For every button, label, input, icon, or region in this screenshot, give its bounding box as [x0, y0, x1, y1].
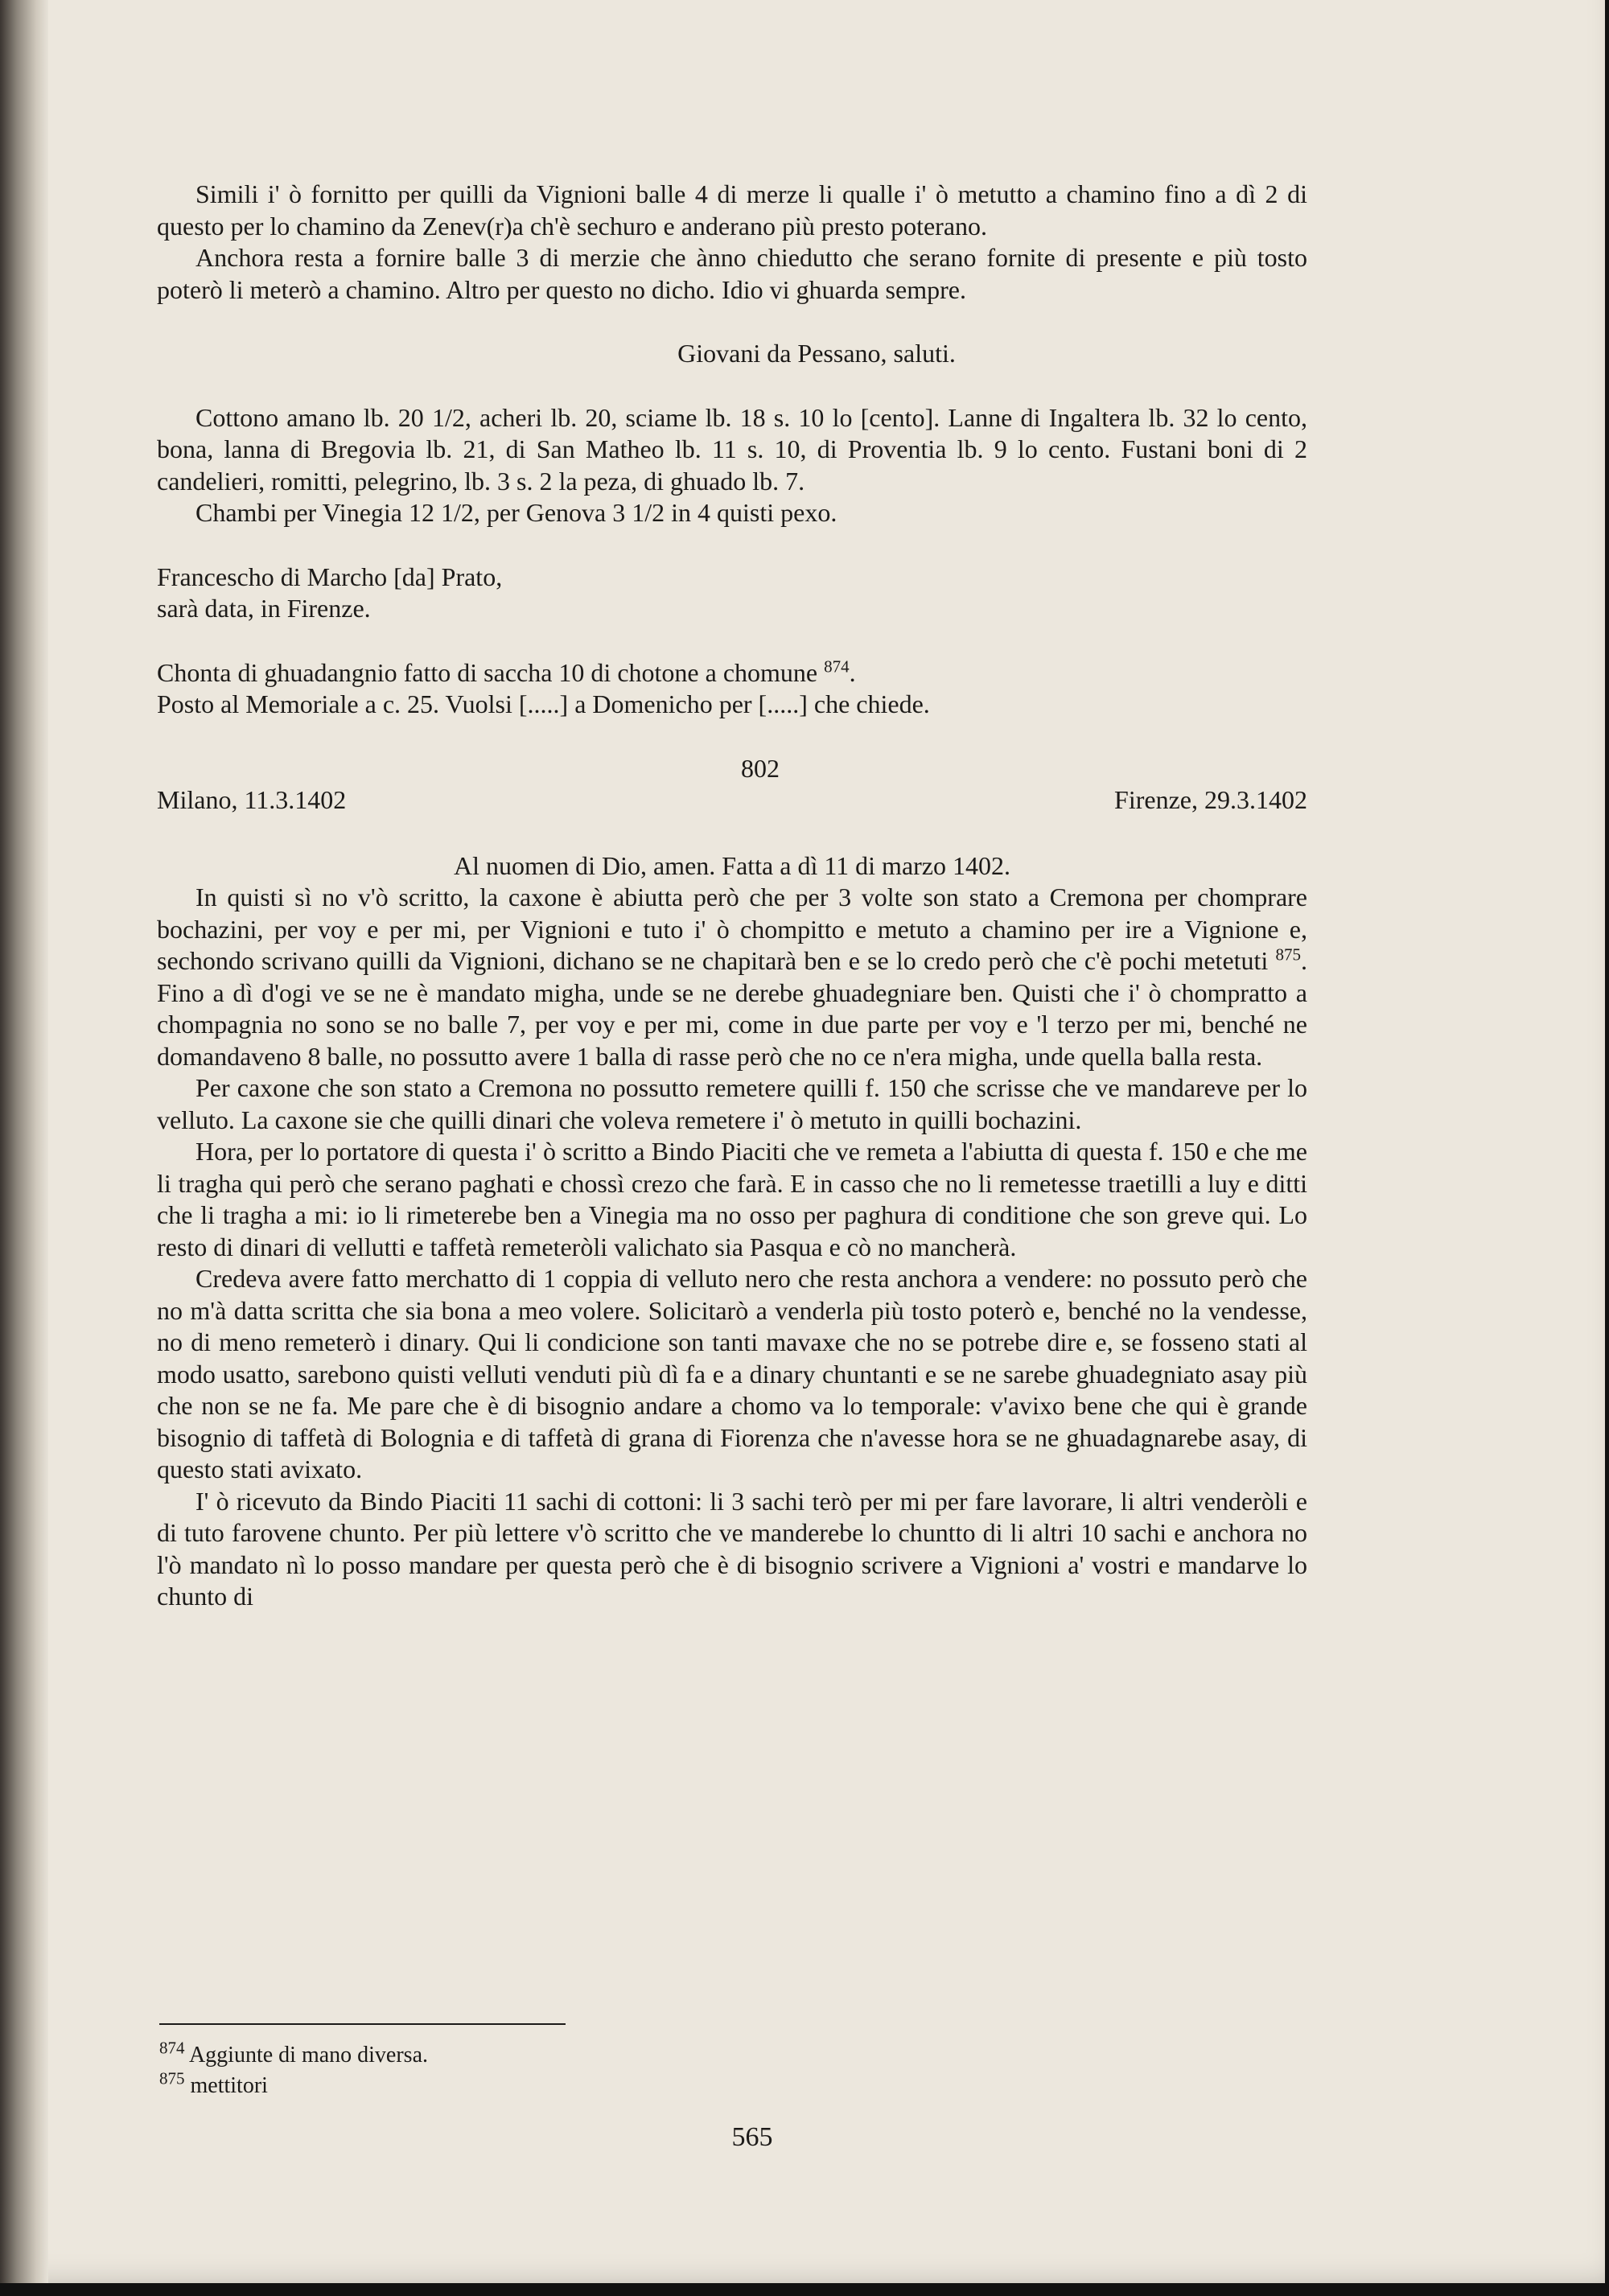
archival-note-1-text: Chonta di ghuadangnio fatto di saccha 10 di chotone a chomune: [157, 657, 825, 687]
archival-note-1: [157, 657, 1307, 689]
letter-paragraph-1-a: In quisti sì no v'ò scritto, la caxone è abiutta però che per 3 volte son stato a Cremona per chomprare bochazini, per voy e per mi, per Vignioni e tuto i' ò chompitto e metuto a chamino per ire a Vignione e, sechondo scrivano quilli da Vignioni, dichano se ne chapitarà ben e se lo credo però che c'è pochi metetuti: [157, 883, 1307, 975]
letter-origin: Milano, 11.3.1402: [157, 785, 347, 814]
address-line-1: Francescho di Marcho [da] Prato,: [157, 562, 503, 591]
page-number: 565: [731, 2122, 773, 2152]
letter-paragraph-3: Hora, per lo portatore di questa i' ò scritto a Bindo Piaciti che ve remeta a l'abiutta di questa f. 150 e che me li tragha qui però che serano paghati e chossì crezo che farà. E in casso che no li remetesse traetilli a luy e ditti che li tragha a mi: io li rimeterebe ben a Vinegia ma no osso per paghura di conditione che son greve qui. Lo resto di dinari di vellutti e taffetà remeteròli valichato sia Pasqua e cò no mancherà.: [157, 1137, 1307, 1261]
letter-destination: Firenze, 29.3.1402: [1114, 785, 1307, 814]
footnotes: [159, 2040, 883, 2101]
paragraph-exchange-rates: Chambi per Vinegia 12 1/2, per Genova 3 1/2 in 4 quisti pexo.: [195, 498, 837, 527]
paragraph-prices: Cottono amano lb. 20 1/2, acheri lb. 20, sciame lb. 18 s. 10 lo [cento]. Lanne di Ingaltera lb. 32 lo cento, bona, lanna di Bregovia lb. 21, di San Matheo lb. 11 s. 10, di Proventia lb. 9 lo cento. Fustani boni di 2 candelieri, romitti, pelegrino, lb. 3 s. 2 la peza, di ghuado lb. 7.: [157, 402, 1307, 496]
main-text: [157, 179, 1307, 1613]
footnote-874: [159, 2040, 883, 2071]
letter-paragraph-5: I' ò ricevuto da Bindo Piaciti 11 sachi di cottoni: li 3 sachi terò per mi per fare lavorare, li altri venderòli e di tuto farovene chunto. Per più lettere v'ò scritto che ve manderebe lo chuntto di li altri 10 sachi e anchora no l'ò mandato nì lo posso mandare per questa però che è di bisognio scrivere a Vignioni a' vostri e mandarve lo chunto di: [157, 1486, 1307, 1611]
footnote-text: mettitori: [184, 2073, 268, 2098]
letter-paragraph-2: Per caxone che son stato a Cremona no possutto remetere quilli f. 150 che scrisse che ve mandareve per lo velluto. La caxone sie che quilli dinari che voleva remetere i' ò metuto in quilli bochazini.: [157, 1073, 1307, 1134]
letter-paragraph-1: [157, 882, 1307, 1072]
paragraph-merchandise-shipped: Simili i' ò fornitto per quilli da Vignioni balle 4 di merze li qualle i' ò metutto a chamino fino a dì 2 di questo per lo chamino da Zenev(r)a ch'è sechuro e anderano più presto poterano.: [157, 179, 1307, 241]
footnote-ref-874: 874: [824, 656, 850, 676]
letter-paragraph-4: Credeva avere fatto merchatto di 1 coppia di velluto nero che resta anchora a vendere: no possuto però che no m'à datta scritta che sia bona a meo volere. Solicitarò a venderla più tosto poterò e, benché no la vendesse, no di meno remeterò i dinary. Qui li condicione son tanti mavaxe che no se potrebe dire e, se fosseno stati al modo usatto, sarebono quisti velluti venduti più dì fa e a dinary chuntanti e se ne sarebe ghuadegniato asay più che non se ne fa. Me pare che è di bisognio andare a chomo va lo temporale: v'avixo bene che qui è grande bisognio di taffetà di Bolognia e di taffetà di grana di Fiorenza che n'avesse hora se ne ghuadagnarebe asay, di questo stati avixato.: [157, 1264, 1307, 1483]
address-line-2: sarà data, in Firenze.: [157, 594, 371, 623]
letter-paragraph-1-b: . Fino a dì d'ogi ve se ne è mandato migha, unde se ne derebe ghuadegniare ben. Quisti che i' ò chompratto a chompagnia no sono se no balle 7, per voy e per mi, come in due parte per voy e 'l terzo per mi, benché ne domandaveno 8 balle, no possutto avere 1 balla di rasse però che no ce n'era migha, unde quella balla resta.: [157, 946, 1307, 1071]
footnote-number: 874: [159, 2038, 185, 2058]
letter-dateline: [157, 784, 1307, 817]
letter-signature: Giovani da Pessano, saluti.: [677, 339, 956, 368]
letter-opening: Al nuomen di Dio, amen. Fatta a dì 11 di marzo 1402.: [453, 850, 1010, 880]
letter-number: 802: [741, 753, 780, 783]
footnote-ref-875: 875: [1275, 944, 1301, 965]
paragraph-remaining-bales: Anchora resta a fornire balle 3 di merzie che ànno chiedutto che serano fornite di presente e più tosto poterò li meterò a chamino. Altro per questo no dicho. Idio vi ghuarda sempre.: [157, 243, 1307, 304]
footnote-text: Aggiunte di mano diversa.: [184, 2043, 429, 2068]
footnote-875: [159, 2068, 883, 2101]
archival-note-1-end: .: [849, 657, 856, 687]
scan-bottom-edge: [0, 2283, 1609, 2296]
book-spine-shadow: [0, 0, 48, 2296]
footnote-divider: [159, 2023, 566, 2025]
archival-note-2: Posto al Memoriale a c. 25. Vuolsi [.....] a Domenicho per [.....] che chiede.: [157, 689, 930, 718]
footnote-number: 875: [159, 2068, 185, 2088]
